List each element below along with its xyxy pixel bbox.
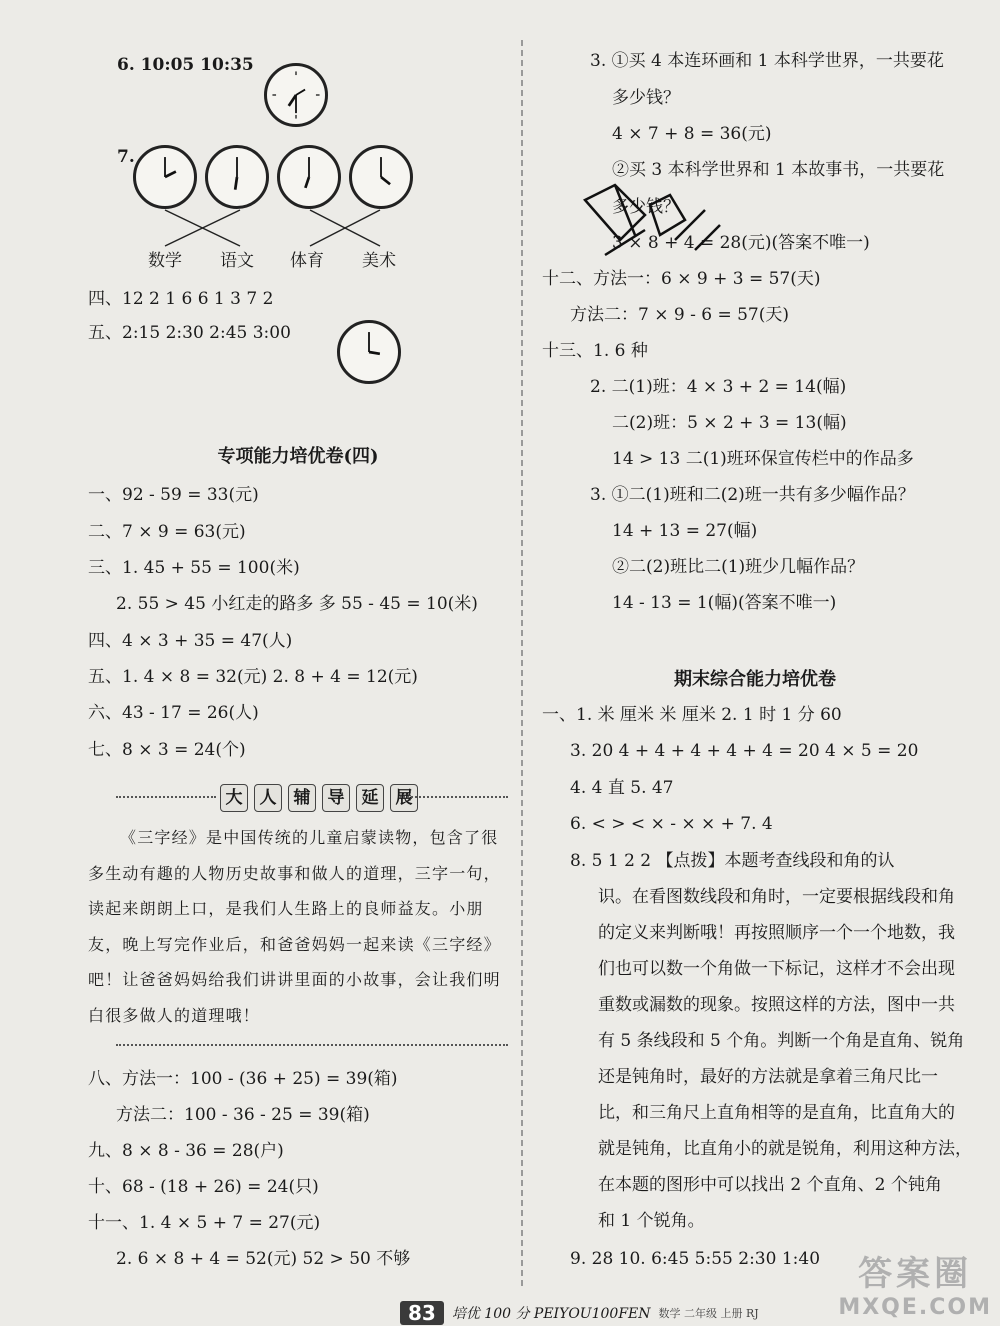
answer-line: 二(2)班：5 × 2 + 3 = 13(幅): [612, 413, 847, 433]
answer-line: 方法二：7 × 9 - 6 = 57(天): [570, 305, 789, 325]
watermark-line1: 答案圈: [858, 1254, 973, 1294]
answer-line: 十一、1. 4 × 5 + 7 = 27(元): [88, 1213, 321, 1233]
answer-line: 和 1 个锐角。: [598, 1211, 705, 1231]
answer-line: 就是钝角，比直角小的就是锐角，利用这种方法，: [598, 1139, 972, 1159]
title-char: 展: [390, 784, 418, 812]
dotted-rule: [116, 1044, 508, 1046]
subject-label: 体育: [290, 251, 324, 271]
page-number: 83: [400, 1301, 444, 1325]
answer-line: 2. 6 × 8 + 4 = 52(元) 52 > 50 不够: [116, 1249, 411, 1269]
title-char: 大: [220, 784, 248, 812]
clock-icon: [133, 145, 197, 209]
answer-line: 九、8 × 8 - 36 = 28(户): [88, 1141, 284, 1161]
answer-line: 比，和三角尺上直角相等的是直角，比直角大的: [598, 1103, 955, 1123]
answer-line: 3 × 8 + 4 = 28(元)(答案不唯一): [612, 233, 870, 253]
answer-line: ②买 3 本科学世界和 1 本故事书，一共要花: [612, 160, 945, 180]
answer-line: 七、8 × 3 = 24(个): [88, 740, 246, 760]
answer-q8-head: 8. 5 1 2 2 【点拨】本题考查线段和角的认: [570, 851, 895, 871]
clock-icon: [264, 63, 328, 127]
answer-line: 重数或漏数的现象。按照这样的方法，图中一共: [598, 995, 955, 1015]
answer-line: 多少钱？: [612, 88, 680, 108]
column-divider: [521, 40, 523, 1286]
answer-line: 五、1. 4 × 8 = 32(元) 2. 8 + 4 = 12(元): [88, 667, 418, 687]
answer-line: 一、92 - 59 = 33(元): [88, 485, 259, 505]
answer-line: 十、68 - (18 + 26) = 24(只): [88, 1177, 319, 1197]
extension-box-title: [220, 784, 418, 810]
answer-q9: 9. 28 10. 6:45 5:55 2:30 1:40: [570, 1249, 821, 1269]
answer-line: 十二、方法一：6 × 9 + 3 = 57(天): [542, 269, 821, 289]
extension-paragraph: 《三字经》是中国传统的儿童启蒙读物，包含了很多生动有趣的人物历史故事和做人的道理，三字一句，读起来朗朗上口，是我们人生路上的良师益友。小朋友，晚上写完作业后，和爸爸妈妈一起来读《三字经》吧！让爸爸妈妈给我们讲讲里面的小故事，会让我们明白很多做人的道理哦！: [88, 828, 501, 1025]
title-char: 延: [356, 784, 384, 812]
answer-q5: 五、2:15 2:30 2:45 3:00: [88, 323, 291, 343]
title-char: 人: [254, 784, 282, 812]
footer-brand: 培优 100 分 PEIYOU100FEN: [451, 1306, 651, 1322]
answer-line: 14 - 13 = 1(幅)(答案不唯一): [612, 593, 837, 613]
answer-line: 三、1. 45 + 55 = 100(米): [88, 558, 300, 578]
answer-q6: 6. 10:05 10:35: [117, 55, 254, 75]
answer-line: 14 + 13 = 27(幅): [612, 521, 758, 541]
section-title: 期末综合能力培优卷: [674, 669, 836, 690]
title-char: 导: [322, 784, 350, 812]
subject-label: 数学: [148, 251, 182, 271]
subject-label: 美术: [362, 251, 396, 271]
answer-line: 四、4 × 3 + 35 = 47(人): [88, 631, 293, 651]
answer-line: 们也可以数一个角做一下标记，这样才不会出现: [598, 959, 955, 979]
answer-line: 4 × 7 + 8 = 36(元): [612, 124, 772, 144]
answer-line: 十三、1. 6 种: [542, 341, 648, 361]
answer-line: 六、43 - 17 = 26(人): [88, 703, 259, 723]
subject-label: 语文: [220, 251, 254, 271]
clock-icon: [277, 145, 341, 209]
answer-q7-label: 7.: [117, 147, 135, 167]
answer-line: 二、7 × 9 = 63(元): [88, 522, 246, 542]
answer-line: 14 > 13 二(1)班环保宣传栏中的作品多: [612, 449, 914, 469]
answer-line: 2. 55 > 45 小红走的路多 多 55 - 45 = 10(米): [116, 594, 478, 614]
answer-line: 4. 4 直 5. 47: [570, 778, 674, 798]
answer-line: 一、1. 米 厘米 米 厘米 2. 1 时 1 分 60: [542, 705, 842, 725]
dotted-rule: [400, 796, 508, 798]
answer-line: 八、方法一：100 - (36 + 25) = 39(箱): [88, 1069, 398, 1089]
answer-line: 有 5 条线段和 5 个角。判断一个角是直角、锐角: [598, 1031, 965, 1051]
clock-icon: [337, 320, 401, 384]
answer-line: 多少钱？: [612, 197, 680, 217]
answer-line: 还是钝角时，最好的方法就是拿着三角尺比一: [598, 1067, 938, 1087]
answer-line: 的定义来判断哦！再按照顺序一个一个地数，我: [598, 923, 955, 943]
answer-line: 识。在看图数线段和角时，一定要根据线段和角: [598, 887, 955, 907]
title-char: 辅: [288, 784, 316, 812]
answer-line: 在本题的图形中可以找出 2 个直角、2 个钝角: [598, 1175, 942, 1195]
watermark-line2: MXQE.COM: [838, 1295, 992, 1320]
page-footer: [400, 1300, 759, 1326]
handwritten-scribble: [575, 180, 735, 270]
answer-line: 3. ①买 4 本连环画和 1 本科学世界，一共要花: [590, 51, 944, 71]
footer-sub: 数学 二年级 上册 RJ: [658, 1307, 759, 1320]
dotted-rule: [116, 796, 216, 798]
section-title: 专项能力培优卷(四): [217, 446, 379, 467]
clock-icon: [349, 145, 413, 209]
answer-line: 6. < > < × - × × + 7. 4: [570, 814, 773, 834]
answer-line: ②二(2)班比二(1)班少几幅作品？: [612, 557, 865, 577]
watermark: [838, 1246, 992, 1320]
answer-q4: 四、12 2 1 6 6 1 3 7 2: [88, 289, 274, 309]
answer-line: 3. 20 4 + 4 + 4 + 4 + 4 = 20 4 × 5 = 20: [570, 741, 919, 761]
answer-line: 方法二：100 - 36 - 25 = 39(箱): [116, 1105, 370, 1125]
clock-icon: [205, 145, 269, 209]
answer-line: 3. ①二(1)班和二(2)班一共有多少幅作品？: [590, 485, 915, 505]
answer-line: 2. 二(1)班：4 × 3 + 2 = 14(幅): [590, 377, 847, 397]
matching-lines: [130, 208, 420, 248]
